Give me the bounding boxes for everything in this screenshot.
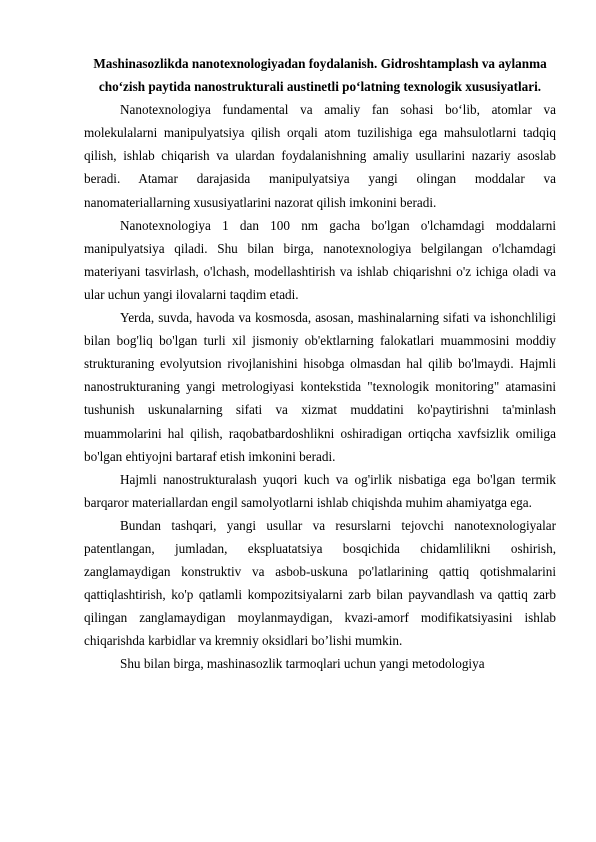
paragraph-1: Nanotexnologiya fundamental va amaliy fan sohasi bo‘lib, atomlar va molekulalarni manipulyatsiya qilish orqali atom tuzilishiga ega mahsulotlarni tadqiq qilish, ishlab chiqarish va ulardan foydalanishning amaliy usullarini nazariy asoslab beradi. Atamar darajasida manipulyatsiya yangi olingan moddalar va nanomateriallarning xususiyatlarini nazorat qilish imkonini beradi. <box>84 102 556 210</box>
paragraph-5: Bundan tashqari, yangi usullar va resurslarni tejovchi nanotexnologiyalar patentlangan, jumladan, ekspluatatsiya bosqichida chidamlilikni oshirish, zanglamaydigan konstruktiv va asbob-uskuna po'latlarining qattiq qotishmalarini qattiqlashtirish, ko'p qatlamli kompozitsiyalarni zarb bilan payvandlash va qattiq zarb qilingan zanglamaydigan moylanmaydigan, kvazi-amorf modifikatsiyasini ishlab chiqarishda karbidlar va kremniy oksidlari bo’lishi mumkin. <box>84 517 556 649</box>
document-title: Mashinasozlikda nanotexnologiyadan foydalanish. Gidroshtamplash va aylanma cho‘zish paytida nanostrukturali austinetli po‘latning texnologik xususiyatlari. <box>93 56 547 95</box>
paragraph-2: Nanotexnologiya 1 dan 100 nm gacha bo'lgan o'lchamdagi moddalarni manipulyatsiya qiladi. Shu bilan birga, nanotexnologiya belgilangan o'lchamdagi materiyani tasvirlash, o'lchash, modellashtirish va ishlab chiqarishni o'z ichiga oladi va ular uchun yangi ilovalarni taqdim etadi. <box>84 217 556 302</box>
document-page <box>84 52 556 676</box>
paragraph-3: Yerda, suvda, havoda va kosmosda, asosan, mashinalarning sifati va ishonchliligi bilan bog'liq bo'lgan turli xil jismoniy ob'ektlarning falokatlari muammosini moddiy strukturaning evolyutsion rivojlanishini hisobga olmasdan hal qilib bo'lmaydi. Hajmli nanostrukturaning yangi metrologiyasi kontekstida "texnologik monitoring" atamasini tushunish uskunalarning sifati va xizmat muddatini ko'paytirishni ta'minlash muammolarini hal qilish, raqobatbardoshlikni oshiradigan ortiqcha xavfsizlik omiliga bo'lgan ehtiyojni bartaraf etish imkonini beradi. <box>84 310 556 464</box>
paragraph-4: Hajmli nanostrukturalash yuqori kuch va og'irlik nisbatiga ega bo'lgan termik barqaror materiallardan engil samolyotlarni ishlab chiqishda muhim ahamiyatga ega. <box>84 471 556 510</box>
paragraph-6: Shu bilan birga, mashinasozlik tarmoqlari uchun yangi metodologiya <box>120 656 485 672</box>
